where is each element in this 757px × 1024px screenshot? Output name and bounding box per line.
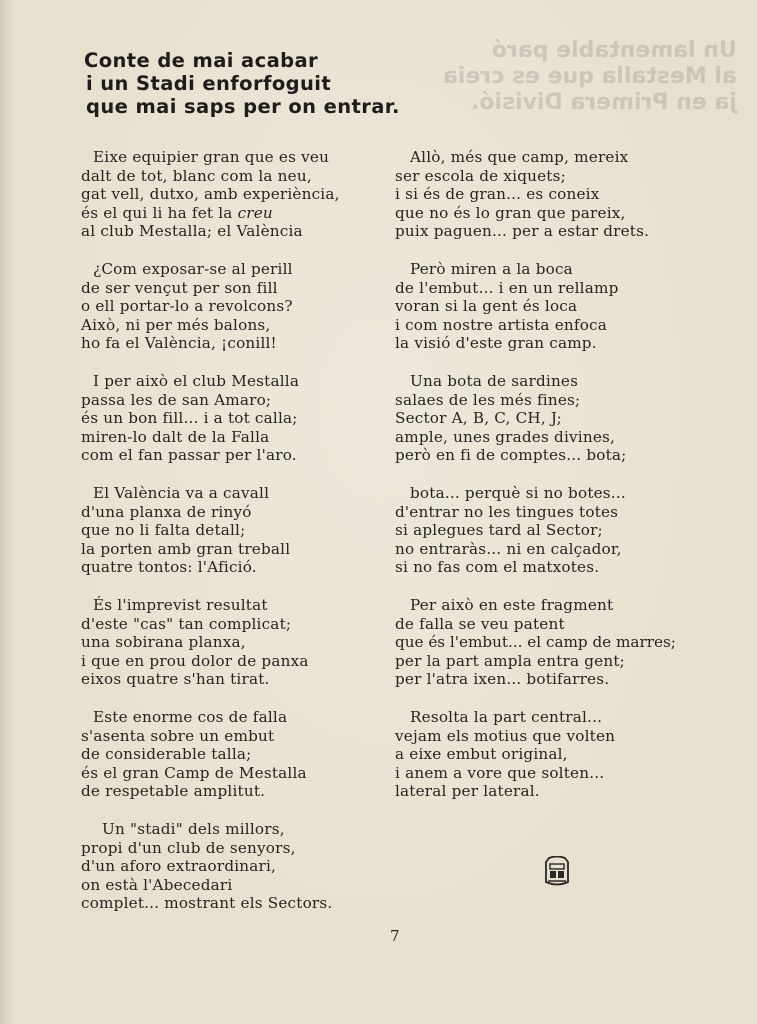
- verse-line: d'este "cas" tan complicat;: [81, 614, 292, 633]
- verse-line: on està l'Abecedari: [81, 875, 233, 894]
- verse-line: gat vell, dutxo, amb experiència,: [81, 185, 340, 204]
- verse-line: és un bon fill... i a tot calla;: [81, 409, 298, 428]
- stanza: [395, 372, 627, 465]
- verse-line: que és l'embut... el camp de marres;: [395, 633, 676, 652]
- verse-line: si no fas com el matxotes.: [395, 558, 600, 577]
- stanza: [395, 596, 676, 689]
- verse-line: Una bota de sardines: [410, 372, 579, 390]
- verse-line: de l'embut... i en un rellamp: [395, 278, 619, 297]
- verse-line: per la part ampla entra gent;: [395, 651, 625, 670]
- verse-line: de ser vençut per son fill: [81, 278, 278, 297]
- verse-line: propi d'un club de senyors,: [81, 838, 296, 857]
- verse-line: al club Mestalla; el València: [81, 222, 303, 241]
- stanza: [395, 484, 626, 577]
- stanza: [81, 708, 307, 801]
- verse-line: quatre tontos: l'Afició.: [81, 558, 257, 577]
- verse-line: Això, ni per més balons,: [81, 315, 271, 334]
- stanza: [81, 484, 291, 577]
- verse-line: i anem a vore que solten...: [395, 763, 605, 782]
- stanza: [81, 260, 293, 353]
- verse-line: és el qui li ha fet la creu: [81, 203, 273, 222]
- binding-shadow: [0, 0, 14, 1024]
- verse-line: I per això el club Mestalla: [93, 372, 300, 390]
- verse-line: una sobirana planxa,: [81, 633, 246, 652]
- stanza: [395, 708, 616, 801]
- verse-line: la visió d'este gran camp.: [395, 334, 597, 353]
- title-line: Conte de mai acabar: [84, 49, 319, 72]
- verse-line: ¿Com exposar-se al perill: [93, 260, 293, 278]
- verse-line: de considerable talla;: [81, 745, 252, 764]
- verse-line: lateral per lateral.: [395, 782, 540, 801]
- verse-line: no entraràs... ni en calçador,: [395, 539, 622, 558]
- verse-line: dalt de tot, blanc com la neu,: [81, 166, 312, 185]
- stanza: [81, 596, 309, 689]
- verse-line: eixos quatre s'han tirat.: [81, 670, 270, 689]
- verse-line: i com nostre artista enfoca: [395, 315, 608, 334]
- stanza: [81, 820, 333, 913]
- poem-title: [84, 49, 400, 118]
- verse-line: bota... perquè si no botes...: [410, 484, 626, 502]
- verse-line: ser escola de xiquets;: [395, 166, 566, 185]
- verse-line: de respetable amplitut.: [81, 782, 266, 801]
- stanza: [81, 148, 340, 241]
- verse-line: d'entrar no les tingues totes: [395, 502, 619, 521]
- verse-line: Un "stadi" dels millors,: [102, 820, 285, 838]
- stanza: [395, 260, 619, 353]
- verse-line: complet... mostrant els Sectors.: [81, 894, 333, 913]
- verse-line: voran si la gent és loca: [395, 297, 578, 316]
- verse-line: Allò, més que camp, mereix: [410, 148, 629, 166]
- stanza: [395, 148, 650, 241]
- verse-line: de falla se veu patent: [395, 614, 565, 633]
- verse-line: salaes de les més fines;: [395, 390, 581, 409]
- verse-line: vejam els motius que volten: [395, 726, 616, 745]
- stanza: [81, 372, 300, 465]
- verse-line: d'un aforo extraordinari,: [81, 857, 277, 876]
- verse-line: Este enorme cos de falla: [93, 708, 288, 726]
- verse-line: Resolta la part central...: [410, 708, 603, 726]
- verse-line: El València va a cavall: [93, 484, 270, 502]
- emphasis-word: creu: [237, 203, 273, 222]
- verse-line: s'asenta sobre un embut: [81, 726, 275, 745]
- bleed-line: ja en Primera Divisió.: [471, 90, 737, 115]
- page-number: 7: [390, 927, 400, 945]
- verse-line: miren-lo dalt de la Falla: [81, 427, 270, 446]
- bleed-line: al Mestalla que es creia: [443, 64, 737, 89]
- verse-line: ho fa el València, ¡conill!: [81, 334, 277, 353]
- verse-line: És l'imprevist resultat: [93, 596, 268, 614]
- verse-line: i si és de gran... es coneix: [395, 185, 600, 204]
- verse-line: ample, unes grades divines,: [395, 427, 616, 446]
- verse-line: però en fi de comptes... bota;: [395, 446, 627, 465]
- verse-line: que no li falta detall;: [81, 521, 246, 540]
- verse-line: o ell portar-lo a revolcons?: [81, 297, 293, 316]
- verse-line: per l'atra ixen... botifarres.: [395, 670, 610, 689]
- verse-line: i que en prou dolor de panxa: [81, 651, 309, 670]
- verse-line: puix paguen... per a estar drets.: [395, 222, 650, 241]
- verse-line: com el fan passar per l'aro.: [81, 446, 297, 465]
- title-line: que mai saps per on entrar.: [86, 95, 400, 118]
- verse-line: Per això en este fragment: [410, 596, 614, 614]
- verse-line: Però miren a la boca: [410, 260, 573, 278]
- verse-line: Eixe equipier gran que es veu: [93, 148, 330, 166]
- verse-line: a eixe embut original,: [395, 745, 568, 764]
- verse-line: si aplegues tard al Sector;: [395, 521, 603, 540]
- verse-line: que no és lo gran que pareix,: [395, 203, 626, 222]
- verse-line: passa les de san Amaro;: [81, 390, 272, 409]
- verse-line: és el gran Camp de Mestalla: [81, 763, 307, 782]
- bleed-line: Un lamentable paró: [492, 38, 737, 63]
- ornament-emblem-icon: [544, 856, 570, 887]
- verse-line: la porten amb gran treball: [81, 539, 291, 558]
- verse-line: Sector A, B, C, CH, J;: [395, 409, 562, 428]
- title-line: i un Stadi enforfoguit: [86, 72, 332, 95]
- bleed-through-text: [443, 38, 737, 116]
- verse-line: d'una planxa de rinyó: [81, 502, 252, 521]
